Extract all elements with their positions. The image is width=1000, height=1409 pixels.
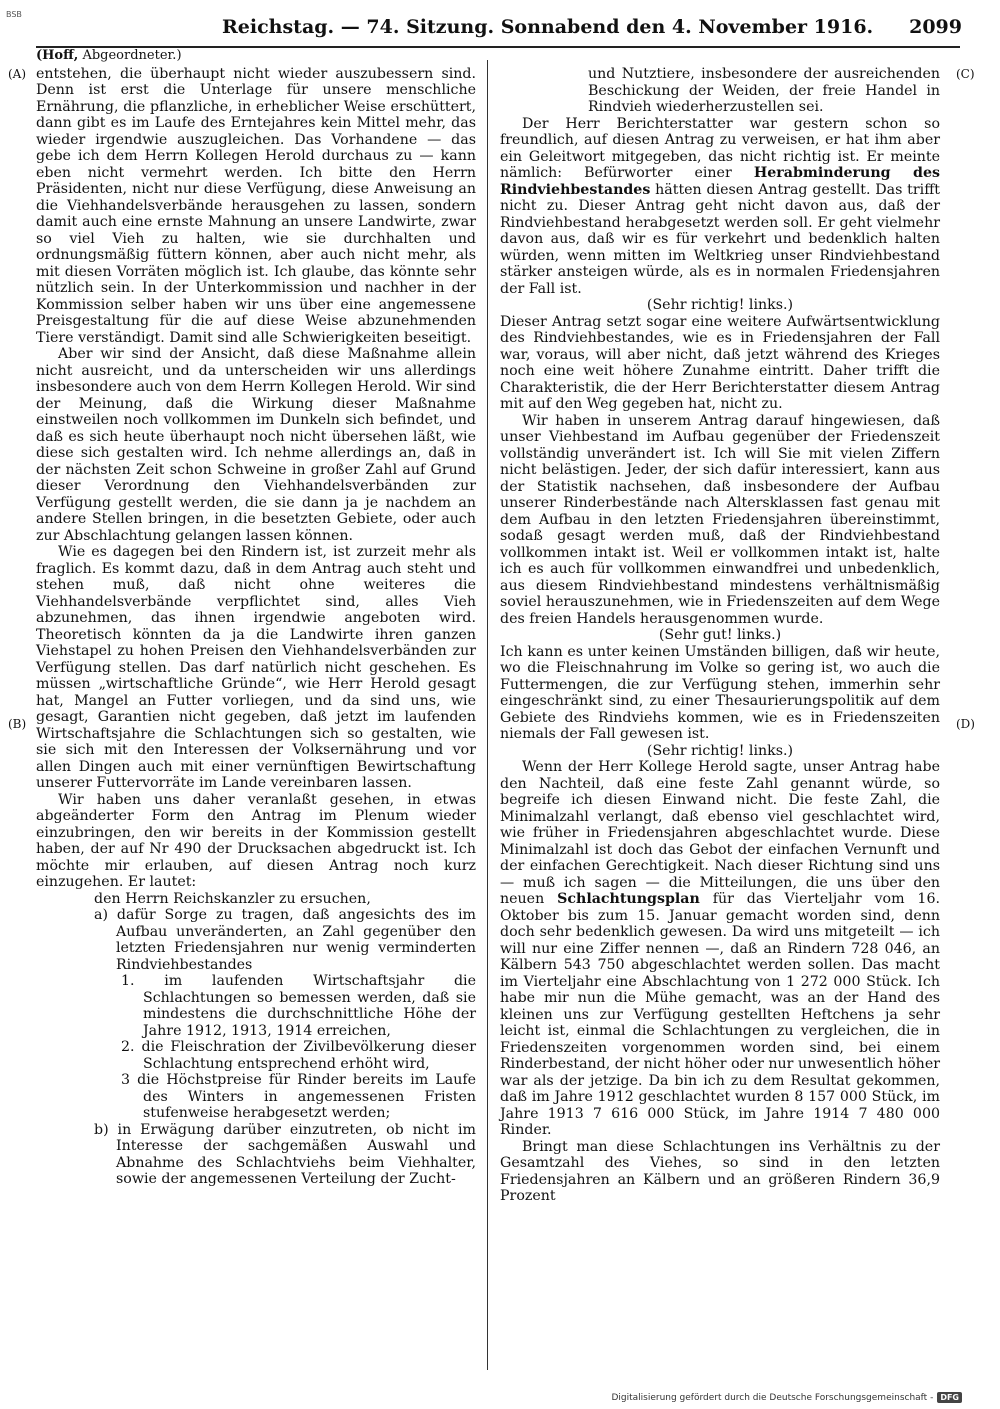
margin-letter-b: (B) [8, 717, 27, 731]
paragraph: Bringt man diese Schlachtungen ins Verhältnis zu der Gesamtzahl des Viehes, so sind in den letzten Friedensjahren an Kälbern und an größeren Rindern 36,9 Prozent [500, 1138, 940, 1204]
paragraph-text: Der Herr Berichterstatter war gestern schon so freundlich, auf diesen Antrag zu verweisen, er hat ihm aber ein Geleitwort mitgegeben, das nicht richtig ist. Er meinte nämlich: Befürworter einer [500, 115, 940, 181]
motion-item-b-label: b) [94, 1121, 109, 1138]
motion-subitem-label: 3 [121, 1072, 131, 1088]
paragraph: Wir haben uns daher veranlaßt gesehen, in etwas abgeänderter Form den Antrag im Plenum wieder einzubringen, den wir bereits in der Kommission gestellt haben, der auf Nr 490 der Drucksachen abgedruckt ist. Ich möchte mir erlauben, auf diesen Antrag noch kurz einzugehen. Er lautet: [36, 791, 476, 890]
paragraph: entstehen, die überhaupt nicht wieder auszubessern sind. Denn ist erst die Unterlage für unsere menschliche Ernährung, die pflanzliche, in erheblicher Weise erschüttert, dann gibt es im Laufe des Erntejahres kein Mittel mehr, das wieder irgendwie auszugleichen. Das Vorhandene — das gebe ich dem Herrn Kollegen Herold durchaus zu — kann eben nicht vermehrt werden. Ich bitte den Herrn Präsidenten, nicht nur diese Verfügung, diese Anweisung an die Viehhandelsverbände herausgehen zu lassen, sondern damit auch eine ernste Mahnung an unsere Landwirte, zwar so viel Vieh zu halten, wie sie durchhalten und ordnungsmäßig füttern können, aber auch nicht mehr, als mit diesen Vorräten möglich ist. Ich glaube, das könnte sehr nützlich sein. In der Unterkommission und nachher in der Kommission selber haben wir uns über eine angemessene Preisgestaltung für die auf diese Weise abzunehmenden Tiere verständigt. Damit sind alle Schwierigkeiten beseitigt. [36, 65, 476, 346]
emphasis-text: Schlachtungsplan [557, 891, 700, 907]
footer-text: Digitalisierung gefördert durch die Deutsche Forschungsgemeinschaft - [611, 1392, 934, 1403]
left-column [36, 48, 476, 1188]
motion-text [94, 891, 476, 974]
motion-subitem-1 [121, 973, 476, 1039]
right-column [500, 66, 940, 1205]
motion-subitem-text: im laufenden Wirtschaftsjahr die Schlachtungen so bemessen werden, daß sie mindestens die durchschnittliche Höhe der Jahre 1912, 1913, 1914 erreichen, [143, 973, 476, 1039]
margin-letter-c: (C) [956, 67, 975, 81]
motion-sublist [121, 973, 476, 1122]
library-stamp: BSB [6, 10, 22, 19]
motion-subitem-label: 1. [121, 973, 135, 989]
motion-item-b-text: in Erwägung darüber einzutreten, ob nicht im Interesse der sachgemäßen Auswahl und Abnahme des Schlachtviehs beim Viehhalter, sowie der angemessenen Verteilung der Zucht- [116, 1121, 476, 1187]
interjection: (Sehr gut! links.) [658, 627, 782, 643]
paragraph [500, 759, 940, 1139]
motion-subitem-text: die Fleischration der Zivilbevölkerung dieser Schlachtung entsprechend erhöht wird, [141, 1039, 476, 1072]
emphasis-text: Herabminderung des Rindviehbestandes [500, 165, 940, 198]
motion-subitem-label: 2. [121, 1039, 135, 1055]
paragraph-text: Wenn der Herr Kollege Herold sagte, unser Antrag habe den Nachteil, daß eine feste Zahl genannt würde, so begreife ich diesen Einwand nicht. Die feste Zahl, die Minimalzahl verlangt, daß ebenso viel geschlachtet wird, wie früher in Friedensjahren abgeschlachtet wurde. Diese Minimalzahl ist doch das Gebot der einfachen Vernunft und der einfachen Gerechtigkeit. Nach dieser Richtung sind uns — muß ich sagen — die Mitteilungen, die uns über den neuen [500, 759, 940, 907]
motion-item-a-text: dafür Sorge zu tragen, daß angesichts des im Aufbau unveränderten, an Zahl gegenüber den letzten Friedensjahren nur wenig verminderten Rindviehbestandes [116, 907, 476, 973]
motion-item-a-label: a) [94, 907, 108, 923]
margin-letter-a: (A) [8, 67, 27, 81]
page-header [222, 16, 962, 42]
motion-item-a [94, 907, 476, 973]
interjection: (Sehr richtig! links.) [646, 742, 794, 759]
paragraph-text: für das Vierteljahr vom 16. Oktober bis zum 15. Januar gemacht worden sind, denn doch sehr bedenklich gewesen. Da wird uns mitgeteilt — ich will nur eine Ziffer nennen —, daß an Rindern 728 046, an Kälbern 543 750 abgeschlachtet werden sollen. Das macht im Vierteljahr eine Abschlachtung von 1 272 000 Stück. Ich habe mir nun die Mühe gemacht, was an der Hand des kleinen uns zur Verfügung gestellten Heftchens ja sehr leicht ist, einmal die Schlachtungen zu vergleichen, die in Friedenszeiten vorgenommen worden sind, bei einem Rinderbestand, der nicht höher oder nur unwesentlich höher war als der jetzige. Da bin ich zu dem Resultat gekommen, daß im Jahre 1912 geschlachtet wurden 8 157 000 Stück, im Jahre 1913 7 616 000 Stück, im Jahre 1914 7 480 000 Rinder. [500, 891, 940, 1138]
paragraph: Dieser Antrag setzt sogar eine weitere Aufwärtsentwicklung des Rindviehbestandes, wie es in Friedensjahren der Fall war, voraus, will aber nicht, daß jetzt während des Krieges noch eine weit höhere Zunahme eintritt. Daher trifft die Charakteristik, die der Herr Berichterstatter diesem Antrag mit auf den Weg gegeben hat, nicht zu. [500, 313, 940, 412]
motion-subitem-text: die Höchstpreise für Rinder bereits im Laufe des Winters in angemessenen Fristen stufenweise herabgesetzt werden; [137, 1072, 476, 1121]
paragraph [500, 116, 940, 298]
page-number: 2099 [909, 16, 962, 38]
footer [611, 1392, 962, 1403]
interjection: (Sehr richtig! links.) [646, 297, 794, 313]
motion-continuation: und Nutztiere, insbesondere der ausreichenden Beschickung der Weiden, der freie Handel in Rindvieh wiederherzustellen sei. [588, 66, 940, 115]
margin-letter-d: (D) [956, 717, 975, 731]
motion-subitem-2 [121, 1039, 476, 1072]
paragraph: Ich kann es unter keinen Umständen billigen, daß wir heute, wo die Fleischnahrung im Volke so gering ist, wo auch die Futtermengen, die zur Verfügung stehen, immerhin sehr eingeschränkt sind, zu einer Thesaurierungspolitik auf dem Gebiete des Rindviehs kommen, wie es in Friedenszeiten niemals der Fall gewesen ist. [500, 643, 940, 742]
motion-subitem-3 [121, 1072, 476, 1122]
dfg-logo: DFG [937, 1392, 962, 1403]
paragraph-text: hätten diesen Antrag gestellt. Das trifft nicht zu. Dieser Antrag geht nicht davon aus, daß der Rindviehbestand herabgesetzt werden soll. Er geht vielmehr davon aus, daß wir es für verkehrt und bedenklich halten würden, wenn mitten im Weltkrieg unser Rindviehbestand stärker ansteigen würde, als es in normalen Friedensjahren der Fall ist. [500, 181, 940, 297]
paragraph: Aber wir sind der Ansicht, daß diese Maßnahme allein nicht ausreicht, und da unterscheiden wir uns allerdings insbesondere auch von dem Herrn Kollegen Herold. Wir sind der Meinung, daß die Wirkung dieser Maßnahme einstweilen noch vollkommen im Dunkeln sich befindet, und daß es sich heute überhaupt noch nicht übersehen läßt, wie diese sich gestalten wird. Ich nehme allerdings an, daß in der nächsten Zeit schon Schweine in großer Zahl auf Grund dieser Verordnung den Viehhandelsverbänden zur Verfügung gestellt werden, die sie dann ja je nachdem an andere Stellen bringen, in die besetzten Gebiete, oder auch zur Abschlachtung gelangen lassen können. [36, 346, 476, 544]
motion-text-b [94, 1122, 476, 1188]
motion-item-b [94, 1122, 476, 1188]
speaker-name: (Hoff, [36, 48, 79, 63]
speaker-line [36, 48, 476, 65]
column-divider [487, 60, 488, 1370]
paragraph: Wie es dagegen bei den Rindern ist, ist zurzeit mehr als fraglich. Es kommt dazu, daß in dem Antrag auch steht und stehen muß, daß nicht ohne weiteres die Viehhandelsverbände verpflichtet sind, alles Vieh abzunehmen, das ihnen irgendwie angeboten wird. Theoretisch könnten da ja die Landwirte ihren ganzen Viehstapel zu hohen Preisen den Viehhandelsverbänden zur Verfügung stellen. Das darf natürlich nicht geschehen. Es müssen „wirtschaftliche Gründe“, wie Herr Herold gesagt hat, Mangel an Futter vorliegen, und da sind uns, wie gesagt, Garantien nicht gegeben, daß jetzt im laufenden Wirtschaftsjahre die Schlachtungen sich so gestalten, wie sie sich mit den Interessen der Volksernährung und vor allen Dingen auch mit einer vernünftigen Bewirtschaftung unserer Futtervorräte im Lande vereinbaren lassen. [36, 544, 476, 791]
speaker-role: Abgeordneter.) [82, 48, 182, 63]
page-title: Reichstag. — 74. Sitzung. Sonnabend den 4. November 1916. [222, 16, 874, 38]
paragraph: Wir haben in unserem Antrag darauf hingewiesen, daß unser Viehbestand im Aufbau gegenüber der Friedenszeit vollständig unverändert ist. Ich will Sie mit vielen Ziffern nicht belästigen. Jeder, der sich dafür interessiert, kann aus der Statistik nachsehen, daß insbesondere der Aufbau unserer Rinderbestände nach Altersklassen fast genau mit dem Aufbau in den letzten Friedensjahren übereinstimmt, sodaß gesagt werden muß, daß der Rindviehbestand vollkommen intakt ist. Weil er vollkommen intakt ist, halte ich es auch für vollkommen einwandfrei und unbedenklich, aus diesem Rindviehbestand mindestens verhältnismäßig soviel herauszunehmen, wie in Friedenszeiten auf dem Wege des freien Handels herausgenommen wurde. [500, 412, 940, 627]
motion-intro: den Herrn Reichskanzler zu ersuchen, [94, 890, 371, 907]
